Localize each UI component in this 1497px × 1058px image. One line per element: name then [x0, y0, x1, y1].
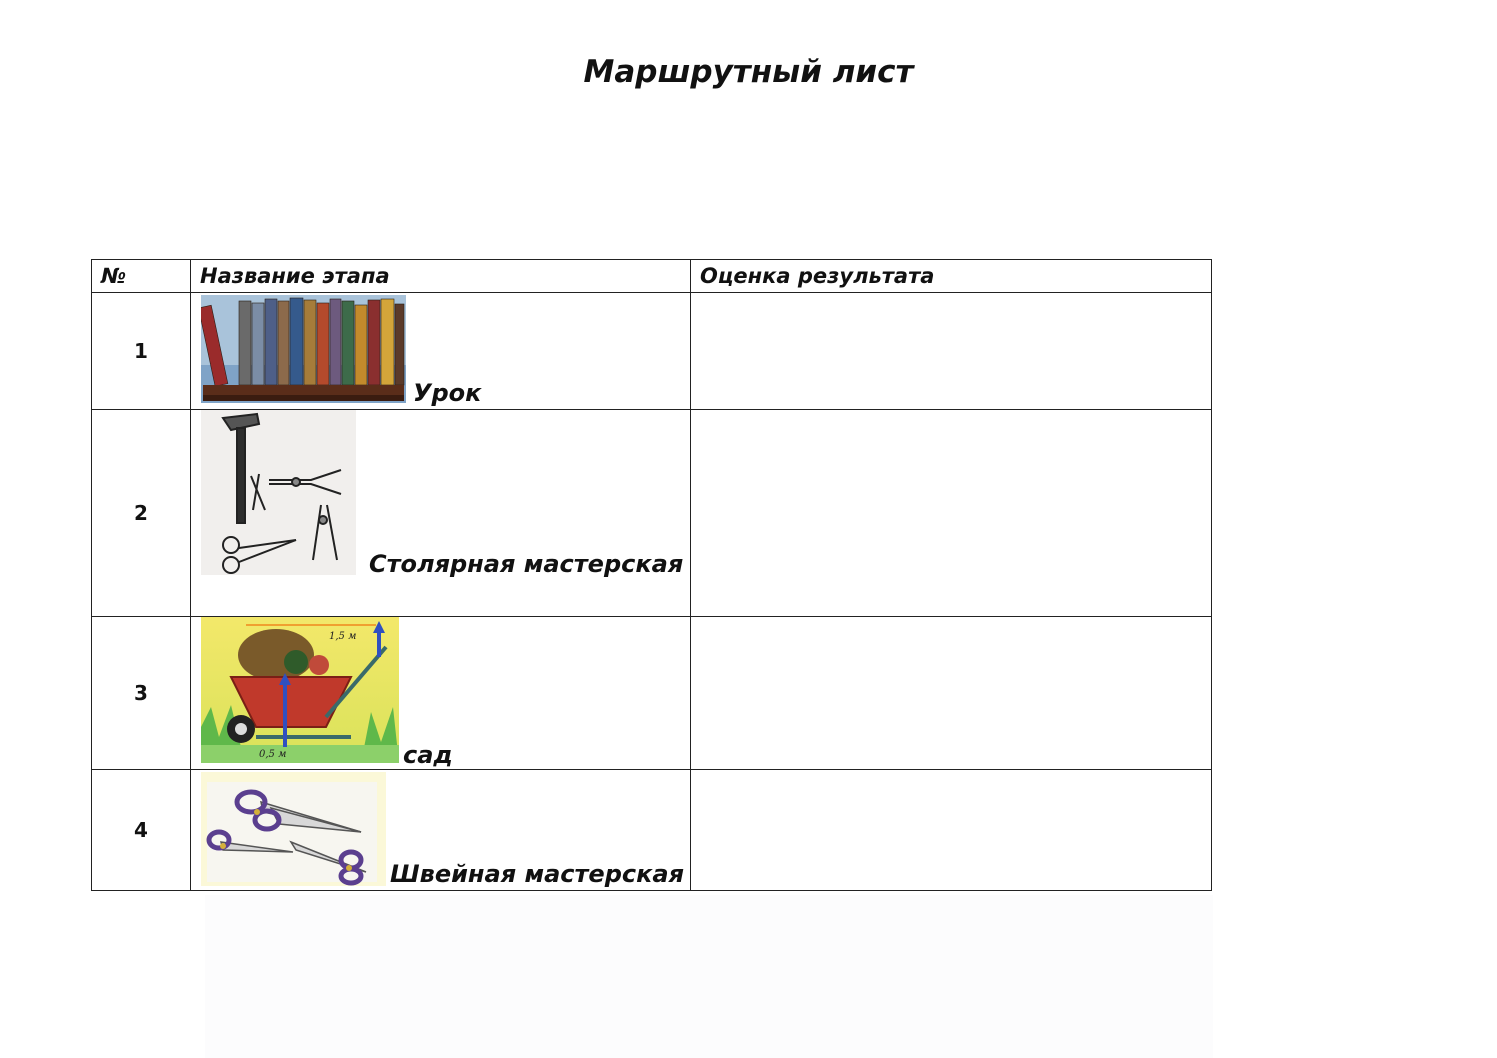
row-number: 4 — [92, 770, 191, 891]
bookshelf-image — [201, 295, 406, 403]
stage-cell — [191, 410, 691, 617]
row-number: 2 — [92, 410, 191, 617]
scissors-image — [201, 772, 386, 886]
table-row — [92, 293, 1212, 410]
page-background-shade — [205, 895, 1213, 1058]
header-stage: Название этапа — [191, 260, 691, 293]
result-cell[interactable] — [691, 410, 1212, 617]
stage-cell — [191, 293, 691, 410]
result-cell[interactable] — [691, 293, 1212, 410]
result-cell[interactable] — [691, 617, 1212, 770]
wheelbarrow-image — [201, 617, 399, 763]
page-title: Маршрутный лист — [583, 54, 914, 90]
height-label: 0,5 м — [259, 749, 287, 760]
table-row — [92, 770, 1212, 891]
table-row — [92, 617, 1212, 770]
tools-image — [201, 410, 356, 575]
header-number: № — [92, 260, 191, 293]
stage-name: Швейная мастерская — [390, 860, 684, 888]
stage-cell — [191, 770, 691, 891]
table-row — [92, 410, 1212, 617]
stage-name: Столярная мастерская — [369, 550, 684, 578]
stage-cell — [191, 617, 691, 770]
stage-name: сад — [403, 741, 453, 769]
length-label: 1,5 м — [329, 631, 357, 642]
row-number: 3 — [92, 617, 191, 770]
header-result: Оценка результата — [691, 260, 1212, 293]
route-table — [91, 259, 1212, 891]
row-number: 1 — [92, 293, 191, 410]
stage-name: Урок — [413, 379, 482, 407]
result-cell[interactable] — [691, 770, 1212, 891]
table-header-row — [92, 260, 1212, 293]
